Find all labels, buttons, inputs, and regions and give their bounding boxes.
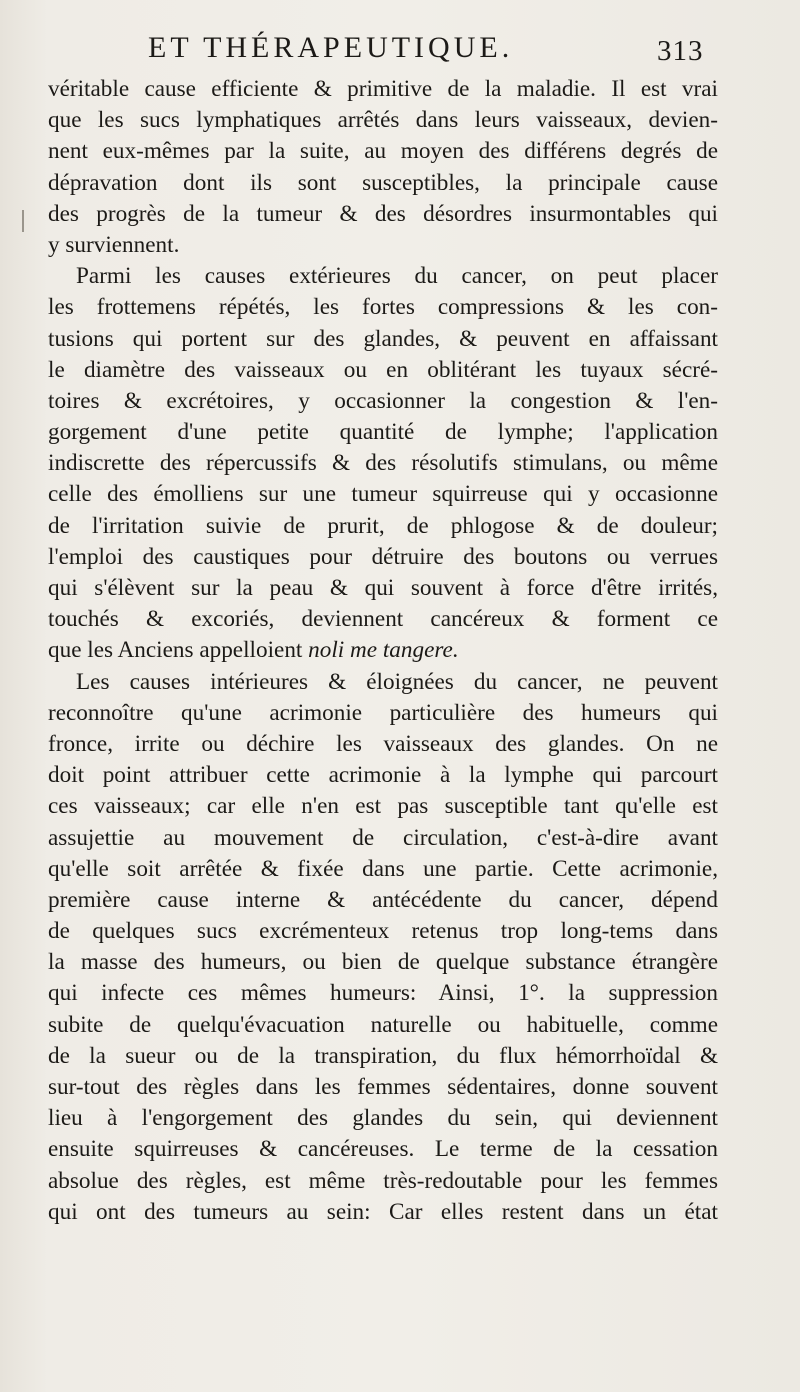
- text-line: toires & excrétoires, y occasionner la congestion & l'en-: [48, 387, 718, 414]
- text-line: doit point attribuer cette acrimonie à la lymphe qui parcourt: [48, 762, 718, 789]
- text-line: qu'elle soit arrêtée & fixée dans une partie. Cette acrimonie,: [48, 855, 718, 882]
- text-line: de quelques sucs excrémenteux retenus trop long-tems dans: [48, 918, 718, 945]
- text-line: l'emploi des caustiques pour détruire des boutons ou verrues: [48, 543, 718, 570]
- text-line: nent eux-mêmes par la suite, au moyen des différens degrés de: [48, 138, 718, 165]
- text-line: subite de quelqu'évacuation naturelle ou habituelle, comme: [48, 1011, 718, 1038]
- text-segment: que les Anciens appelloient: [48, 637, 303, 664]
- text-line: les frottemens répétés, les fortes compressions & les con-: [48, 294, 718, 321]
- text-line: tusions qui portent sur des glandes, & peuvent en affaissant: [48, 325, 718, 352]
- text-line: dépravation dont ils sont susceptibles, la principale cause: [48, 169, 718, 196]
- text-line: véritable cause efficiente & primitive de la maladie. Il est vrai: [48, 76, 718, 102]
- italic-phrase: noli me tangere.: [308, 637, 459, 664]
- text-line: y surviennent.: [48, 231, 180, 258]
- text-line: Parmi les causes extérieures du cancer, on peut placer: [76, 263, 718, 290]
- text-line: qui infecte ces mêmes humeurs: Ainsi, 1°. la suppression: [48, 980, 718, 1007]
- page-header: [0, 28, 800, 76]
- text-line: la masse des humeurs, ou bien de quelque substance étrangère: [48, 949, 718, 976]
- text-line: absolue des règles, est même très-redoutable pour les femmes: [48, 1167, 718, 1194]
- text-line: lieu à l'engorgement des glandes du sein, qui deviennent: [48, 1105, 718, 1132]
- page-number: 313: [657, 35, 704, 67]
- text-line: touchés & excoriés, deviennent cancéreux & forment ce: [48, 606, 718, 633]
- text-line-with-italic: [48, 635, 718, 666]
- text-line: fronce, irrite ou déchire les vaisseaux des glandes. On ne: [48, 730, 718, 757]
- text-line: reconnoître qu'une acrimonie particulière des humeurs qui: [48, 699, 718, 726]
- text-line: assujettie au mouvement de circulation, c'est-à-dire avant: [48, 824, 718, 851]
- text-line: de la sueur ou de la transpiration, du flux hémorrhoïdal &: [48, 1042, 718, 1069]
- text-line: qui ont des tumeurs au sein: Car elles restent dans un état: [48, 1198, 718, 1225]
- text-line: qui s'élèvent sur la peau & qui souvent à force d'être irrités,: [48, 575, 718, 601]
- text-line: gorgement d'une petite quantité de lymphe; l'application: [48, 419, 718, 446]
- body-text: [48, 74, 718, 1228]
- text-line: Les causes intérieures & éloignées du cancer, ne peuvent: [76, 668, 718, 695]
- text-line: indiscrette des répercussifs & des résolutifs stimulans, ou même: [48, 450, 718, 477]
- text-line: de l'irritation suivie de prurit, de phlogose & de douleur;: [48, 512, 718, 539]
- text-line: ces vaisseaux; car elle n'en est pas susceptible tant qu'elle est: [48, 793, 718, 820]
- text-line: des progrès de la tumeur & des désordres insurmontables qui: [48, 200, 718, 227]
- text-line: celle des émolliens sur une tumeur squirreuse qui y occasionne: [48, 481, 718, 508]
- text-line: première cause interne & antécédente du cancer, dépend: [48, 886, 718, 913]
- text-line: ensuite squirreuses & cancéreuses. Le terme de la cessation: [48, 1136, 718, 1163]
- text-line: sur-tout des règles dans les femmes sédentaires, donne souvent: [48, 1074, 718, 1100]
- running-head: ET THÉRAPEUTIQUE.: [148, 31, 514, 64]
- text-line: que les sucs lymphatiques arrêtés dans leurs vaisseaux, devien-: [48, 107, 718, 134]
- margin-mark: [22, 210, 24, 232]
- text-line: le diamètre des vaisseaux ou en oblitérant les tuyaux sécré-: [48, 356, 718, 383]
